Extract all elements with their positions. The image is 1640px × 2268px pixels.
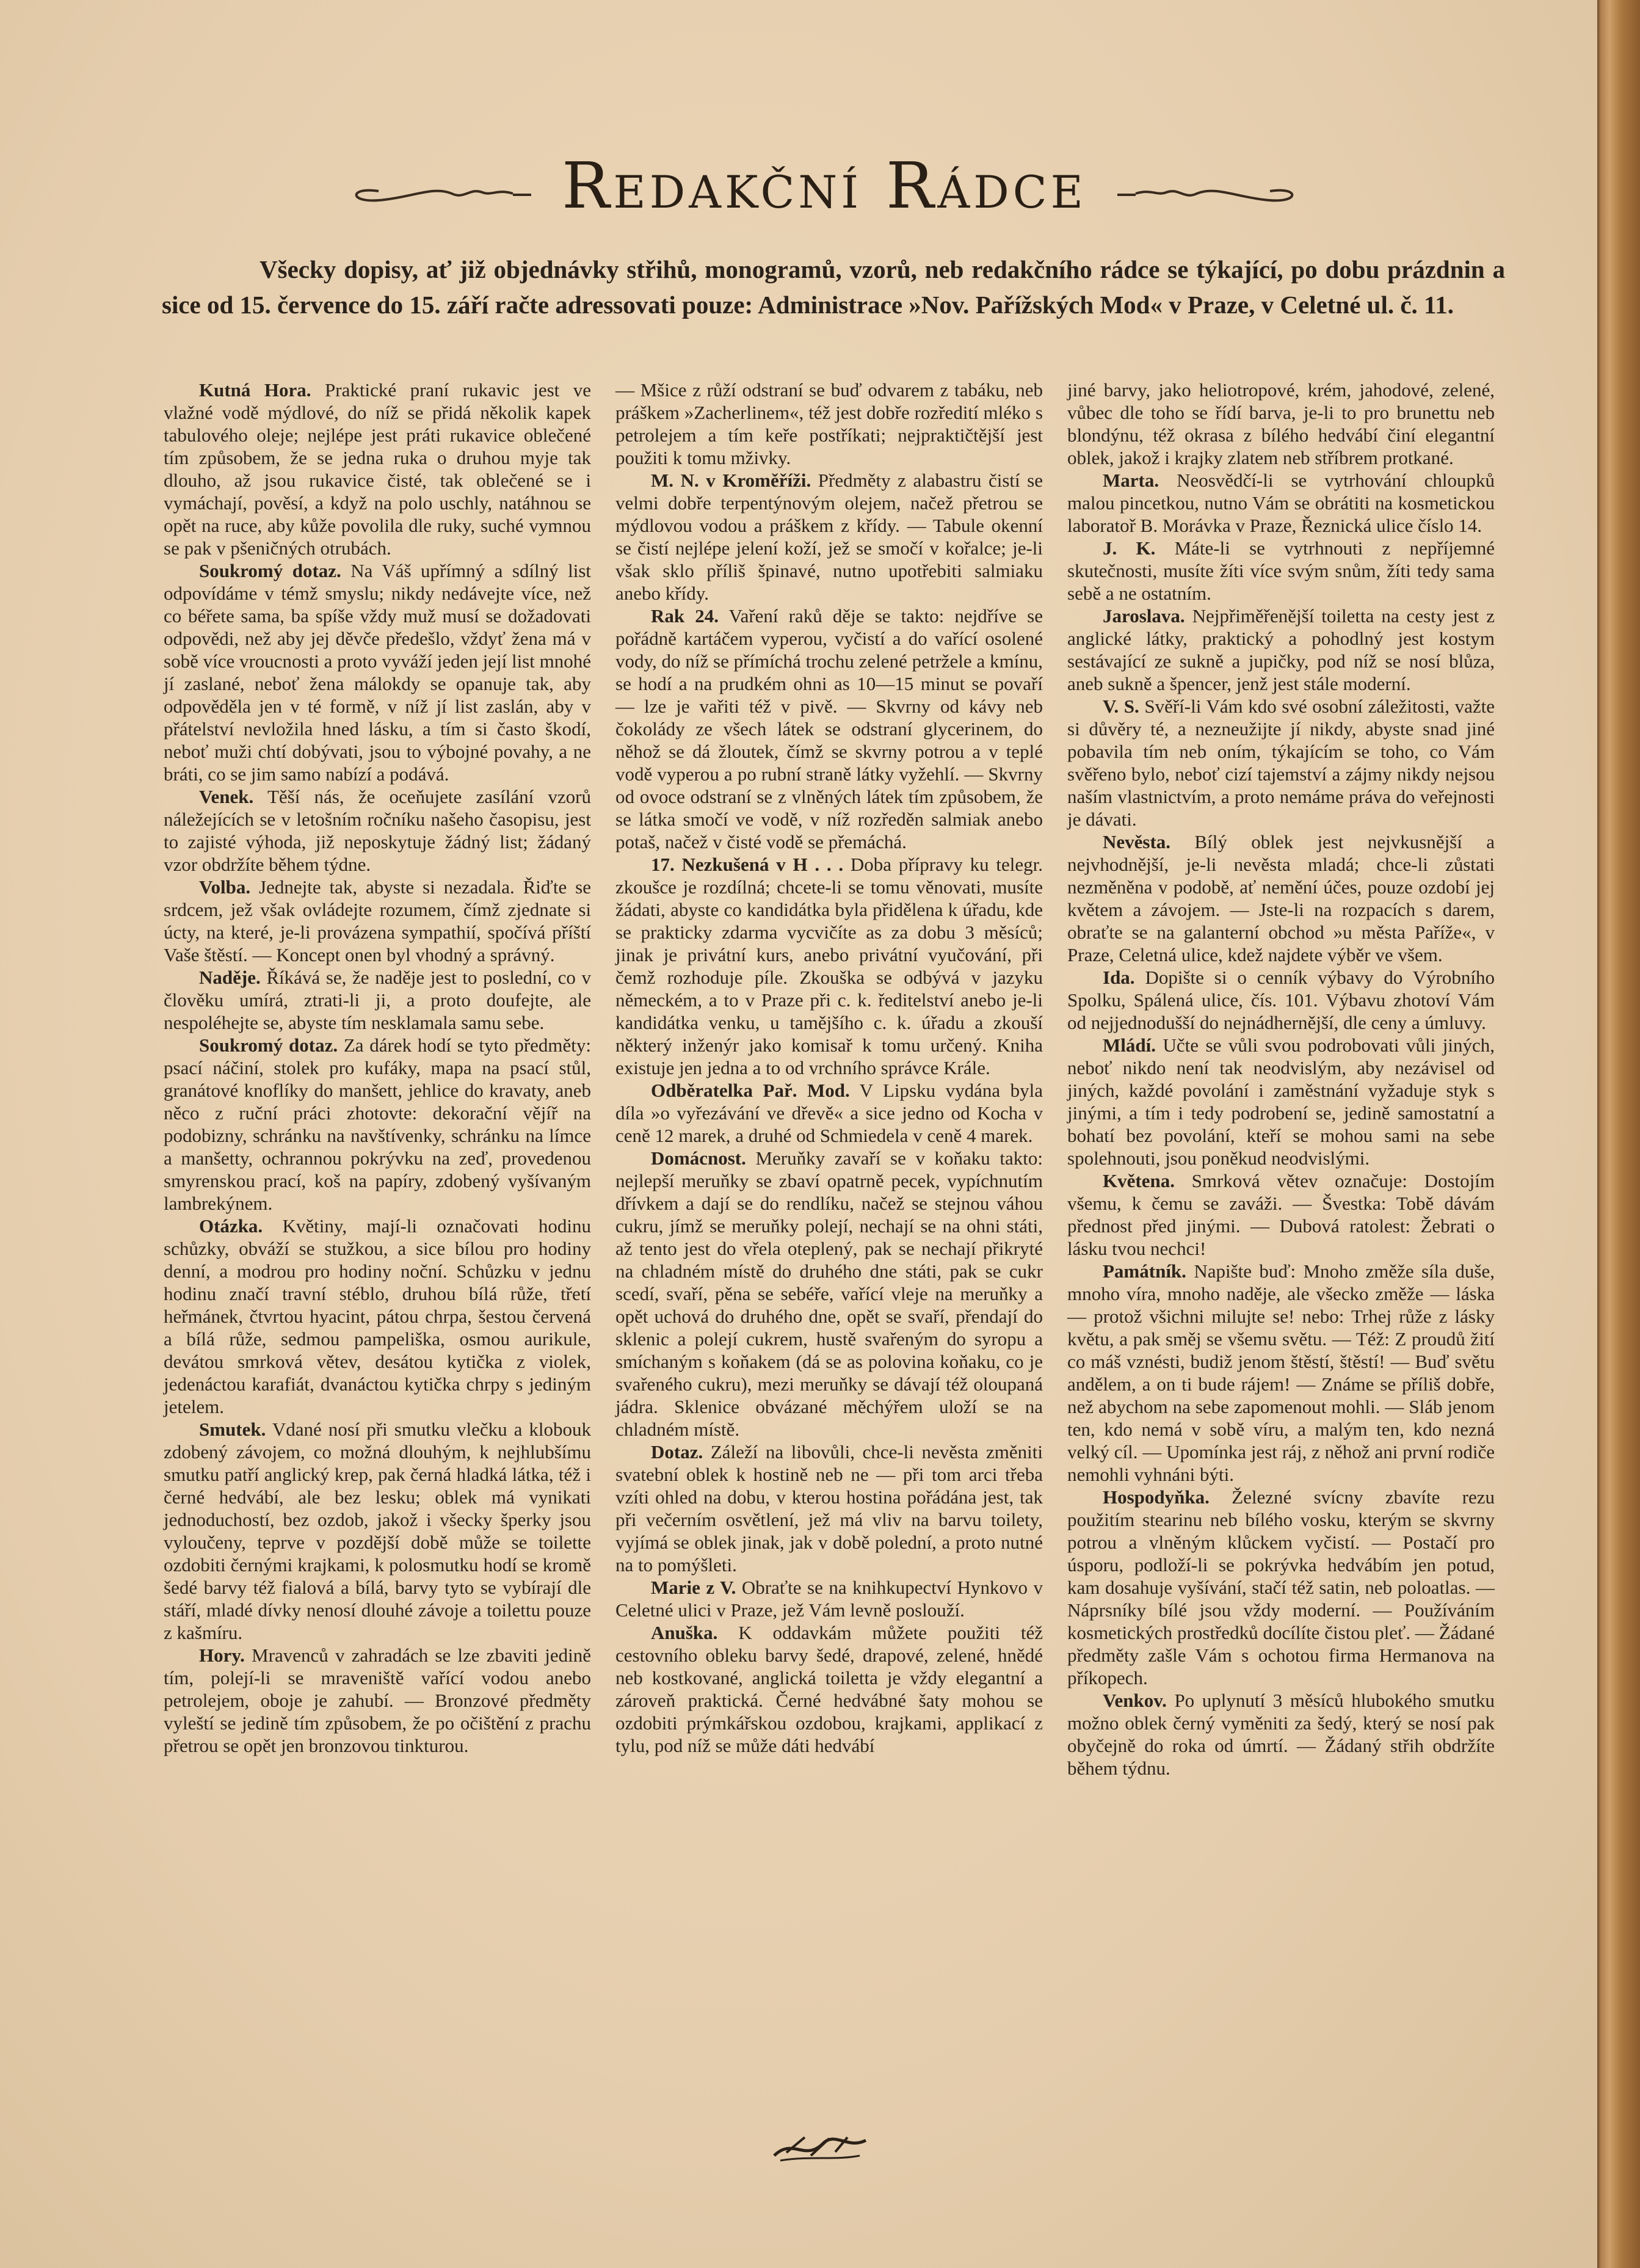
letter-addressee: 17. Nezkušená v H . . . (651, 854, 844, 875)
letter-addressee: Mládí. (1103, 1034, 1156, 1056)
letter-entry (1067, 379, 1495, 469)
letter-text: Bílý oblek jest nejvkusnější a nejvhodnější, je-li nevěsta mladá; chce-li zůstati nezměněna v podobě, ať nemění účes, pouze ozdobí jej květem a závojem. — Jste-li na rozpacích s darem, obraťte se na galanterní obchod »u města Paříže«, v Praze, Celetná ulice, kdež najdete výběr ve všem. (1067, 831, 1495, 965)
letter-text: Květiny, mají-li označovati hodinu schůzky, obváží se stužkou, a sice bílou pro hodiny denní, a modrou pro hodiny noční. Schůzku v jednu hodinu značí travní stéblo, druhou bílá růže, třetí heřmánek, čtvrtou hyacint, pátou chrpa, šestou červená a bílá růže, sedmou pampeliška, osmou aurikule, devátou smrková větev, desátou kytička z violek, jedenáctou karafiát, dvanáctou kytička chrpy s jediným jetelem. (164, 1215, 591, 1417)
letter-addressee: V. S. (1103, 696, 1139, 717)
letter-text: Praktické praní rukavic jest ve vlažné vodě mýdlové, do níž se přidá několik kapek tabulového oleje; nejlépe jest práti rukavice oblečené tím způsobem, že se jedna ruka o druhou myje tak dlouho, až jsou rukavice čisté, tak oblečené se i vymáchají, pověsí, a když na polo uschly, natáhnou se opět na ruce, aby kůže povolila dle ruky, suché vymnou se pak v pšeničných otrubách. (164, 379, 592, 559)
letter-addressee: Domácnost. (651, 1147, 746, 1169)
letter-addressee: Marie z V. (651, 1577, 736, 1598)
letter-text: Obraťte se na knihkupectví Hynkovo v Celetné ulici v Praze, jež Vám levně poslouží. (615, 1577, 1043, 1621)
letter-text: Předměty z alabastru čistí se velmi dobře terpentýnovým olejem, načež přetrou se mýdlovou vodou a práškem z křídy. — Tabule okenní se čistí nejlépe jelení koží, jež se smočí v kořalce; je-li však sklo příliš špinavé, nutno upotřebiti salmiaku anebo křídy. (615, 470, 1043, 604)
letter-addressee: Venek. (199, 786, 254, 807)
letter-entry (1067, 1486, 1495, 1689)
letter-text: K oddavkám můžete použiti též cestovního obleku barvy šedé, drapové, zelené, hnědé neb kostkované, anglická toiletta je vždy elegantní a zároveň praktická. Černé hedvábné šaty mohou se ozdobiti prýmkářskou ozdobou, krajkami, applikací z tylu, pod níž se může dáti hedvábí (615, 1622, 1043, 1756)
letter-entry (615, 1621, 1043, 1757)
letter-entry (164, 785, 591, 876)
letter-addressee: Kutná Hora. (199, 379, 311, 401)
text-column-2 (615, 379, 1043, 1757)
letter-entry (1067, 1260, 1495, 1486)
letter-text: Nejpřiměřenější toiletta na cesty jest z anglické látky, praktický a pohodlný jest kostym sestávající ze sukně a jupičky, pod níž se nosí blůza, aneb sukně a špencer, jenž jest stále moderní. (1067, 605, 1495, 694)
letter-entry (164, 559, 591, 785)
letter-addressee: Památník. (1103, 1260, 1186, 1282)
letter-entry (615, 469, 1043, 605)
letter-addressee: Odběratelka Pař. Mod. (651, 1080, 850, 1101)
text-column-1 (164, 379, 591, 1757)
letter-entry (1067, 695, 1495, 831)
letter-text: Těší nás, že oceňujete zasílání vzorů náležejících se v letošním ročníku našeho časopisu, jest to zajisté výhoda, již neposkytuje žádný list; žádaný vzor obdržíte během týdne. (164, 786, 591, 875)
letter-text: Mravenců v zahradách se lze zbaviti jedině tím, polejí-li se mraveniště vařící vodou anebo petrolejem, oboje je zahubí. — Bronzové předměty vyleští se jedině tím způsobem, že po očištění z prachu přetrou se opět jen bronzovou tinkturou. (164, 1645, 592, 1756)
letter-entry (1067, 966, 1495, 1034)
letter-text: Smrková větev označuje: Dostojím všemu, k čemu se zaváži. — Švestka: Tobě dávám přednost před jinými. — Dubová ratolest: Žebrati o lásku tvou nechci! (1067, 1170, 1495, 1259)
letter-entry (615, 1441, 1043, 1576)
letter-text: V Lipsku vydána byla díla »o vyřezávání ve dřevě« a sice jedno od Kocha v ceně 12 marek, a druhé od Schmiedela v ceně 4 marek. (615, 1080, 1043, 1146)
letter-text: Říkává se, že naděje jest to poslední, co v člověku umírá, ztrati-li ji, a proto doufejte, ale nespoléhejte se, abyste tím nesklamala samu sebe. (164, 967, 591, 1033)
letter-entry (1067, 1034, 1495, 1169)
letter-addressee: Nevěsta. (1103, 831, 1171, 852)
letter-entry (164, 379, 591, 559)
letter-text: jiné barvy, jako heliotropové, krém, jahodové, zelené, vůbec dle toho se řídí barva, je-li to pro brunettu neb blondýnu, též okrasa z bílého hedvábí činí elegantní oblek, jakož i krajky zlatem neb stříbrem protkané. (1067, 379, 1495, 468)
letter-addressee: Smutek. (199, 1419, 266, 1440)
letter-addressee: Anuška. (651, 1622, 718, 1643)
letter-text: Svěří-li Vám kdo své osobní záležitosti, važte si důvěry té, a nezneužijte jí nikdy, abyste snad jiné pobavila tím neb oním, týkajícím se toho, co Vám svěřeno bylo, neboť cizí tajemství a zájmy nikdy nejsou naším vlastnictvím, a proto nemáme práva do veřejnosti je dávati. (1067, 696, 1495, 830)
letter-addressee: Rak 24. (651, 605, 719, 627)
letter-entry (615, 1147, 1043, 1441)
title-header (330, 144, 1319, 229)
letter-addressee: Volba. (199, 876, 251, 898)
letter-entry (164, 1644, 591, 1757)
letter-entry (164, 876, 591, 966)
letter-text: Dopište si o cenník výbavy do Výrobního Spolku, Spálená ulice, čís. 101. Výbavu zhotoví Vám od nejjednodušší do nejnádhernější, dle ceny a úmluvy. (1067, 967, 1495, 1033)
editorial-notice: Všecky dopisy, ať již objednávky střihů, monogramů, vzorů, neb redakčního rádce se týkající, po dobu prázdnin a sice od 15. července do 15. září račte adressovati pouze: Administrace »Nov. Pařížských Mod« v Praze, v Celetné ul. č. 11. (162, 255, 1505, 319)
letter-entry (1067, 605, 1495, 695)
letter-addressee: Dotaz. (651, 1441, 703, 1463)
letter-entry (615, 1576, 1043, 1621)
letter-entry (164, 1034, 591, 1215)
letter-text: Učte se vůli svou podrobovati vůli jiných, neboť nikdo není tak neodvislým, aby nezávisel od jiných, každé povolání i zaměstnání vyžaduje styk s jinými, a tím i tedy podrobení se, jedině samostatní a bohatí bez povolání, kteří se mohou sami na sebe spolehnouti, jsou poněkud neodvislými. (1067, 1034, 1495, 1169)
letter-text: Záleží na libovůli, chce-li nevěsta změniti svatební oblek k hostině neb ne — při tom arci třeba vzíti ohled na dobu, v kterou hostina pořádána jest, tak při večerním osvětlení, jež má vliv na barvu toilety, vyjímá se oblek jinak, jak v době polední, a proto nutné na to pomýšleti. (615, 1441, 1043, 1576)
letter-text: Máte-li se vytrhnouti z nepříjemné skutečnosti, musíte žíti více svým snům, žíti tedy sama sebě a ne ostatním. (1067, 537, 1495, 604)
letter-text: Železné svícny zbavíte rezu použitím stearinu neb bílého vosku, kterým se skvrny potrou a vlněným klůckem vyčistí. — Postačí pro úsporu, podloží-li se pokrývka hedvábím jen potud, kam dosahuje vyšívání, stačí též satin, neb poloatlas. — Náprsníky bílé jsou vždy moderní. — Používáním kosmetických prostředků docílíte čistou pleť. — Žádané předměty zašle Vám s ochotou firma Hermanova na příkopech. (1067, 1486, 1495, 1688)
page-title: Redakční Rádce (562, 148, 1087, 223)
letter-addressee: Ida. (1103, 967, 1135, 988)
letter-entry (615, 1079, 1043, 1147)
letter-addressee: Hory. (199, 1645, 245, 1666)
letter-entry (164, 1215, 591, 1418)
letter-entry (1067, 1689, 1495, 1779)
letter-addressee: Naděje. (199, 967, 261, 988)
letter-entry (1067, 831, 1495, 966)
letter-text: — Mšice z růží odstraní se buď odvarem z tabáku, neb práškem »Zacherlinem«, též jest dobře rozředití mléko s petrolejem a tím keře postříkati; nejpraktičtější jest použiti k tomu mživky. (615, 379, 1043, 468)
letter-text: Za dárek hodí se tyto předměty: psací náčiní, stolek pro kufáky, mapa na psací stůl, granátové knoflíky do manšett, jehlice do kravaty, aneb něco z ruční práci zhotovte: dekorační vějíř na podobizny, schránku na navštívenky, schránku na límce a manšetty, ochrannou pokrývku na zeď, provedenou smyrenskou prací, koš na papíry, zdobený vyšívaným lambrekýnem. (164, 1034, 591, 1214)
letter-entry (164, 1418, 591, 1644)
letter-addressee: J. K. (1103, 537, 1156, 559)
letter-entry (1067, 1169, 1495, 1260)
letter-entry (615, 853, 1043, 1079)
letter-addressee: Soukromý dotaz. (199, 560, 341, 581)
letter-text: Na Váš upřímný a sdílný list odpovídáme v témž smyslu; nikdy nedávejte více, než co béřete sama, ba spíše vždy muž musí se dožadovati odpovědi, než aby jej děvče předešlo, vždyť žena má v sobě více vroucnosti a proto vyváží jeden její list mnohé jí zaslané, neboť žena málokdy se opanuje tak, aby odpověděla jen v té formě, v níž jí list zaslán, aby v přátelství nevložila hned lásku, a tím si často škodí, neboť muži chtí dobývati, jsou to výbojné povahy, a ne bráti, co se jim samo nabízí a podává. (164, 560, 592, 785)
letter-addressee: Otázka. (199, 1215, 263, 1237)
letter-addressee: Soukromý dotaz. (199, 1034, 338, 1056)
end-ornament (768, 2125, 872, 2168)
letter-addressee: Marta. (1103, 470, 1159, 491)
book-spine-edge (1597, 0, 1640, 2268)
letter-entry (1067, 469, 1495, 537)
letter-entry (1067, 537, 1495, 605)
letter-addressee: Venkov. (1103, 1690, 1167, 1711)
letter-text: Vaření raků děje se takto: nejdříve se pořádně kartáčem vyperou, vyčistí a do vařící osolené vody, do níž se přímíchá trochu zelené petržele a kmínu, se hodí a na prudkém ohni as 10—15 minut se povaří — lze je vařiti též v pivě. — Skvrny od kávy neb čokolády ze všech látek se odstraní glycerinem, do něhož se dá žloutek, čímž se skvrny potrou a v teplé vodě vyperou a po rubní straně látky vyžehlí. — Skvrny od ovoce odstraní se z vlněných látek tím způsobem, že se látka smočí ve vodě, v níž rozředěn salmiak anebo potaš, načež v čisté vodě se přemáchá. (615, 605, 1043, 852)
letter-text: Po uplynutí 3 měsíců hlubokého smutku možno oblek černý vyměniti za šedý, který se nosí pak obyčejně do roka od úmrtí. — Žádaný střih obdržíte během týdnu. (1067, 1690, 1495, 1779)
letter-text: Vdané nosí při smutku vlečku a klobouk zdobený závojem, co možná dlouhým, k nejhlubšímu smutku patří anglický krep, pak černá hladká látka, též i černé hedvábí, ale bez lesku; oblek má vynikati jednoduchostí, bez ozdob, jakož i všecky šperky jsou vyloučeny, teprve v pozdější době může se toilette ozdobiti černými krajkami, k polosmutku hodí se kromě šedé barvy též fialová a bílá, barvy tyto se vybírají dle stáří, mladé dívky nenosí dlouhé závoje a toilettu pouze z kašmíru. (164, 1419, 591, 1643)
letter-entry (164, 966, 591, 1034)
letter-entry (615, 379, 1043, 469)
letter-addressee: Jaroslava. (1103, 605, 1185, 627)
letter-text: Neosvědčí-li se vytrhování chloupků malou pincetkou, nutno Vám se obrátiti na kosmetickou laboratoř B. Morávka v Praze, Řeznická ulice číslo 14. (1067, 470, 1495, 536)
letter-addressee: Hospodyňka. (1103, 1486, 1210, 1508)
letter-addressee: M. N. v Kroměříži. (651, 470, 811, 491)
text-column-3 (1067, 379, 1495, 1779)
letter-text: Napište buď: Mnoho změže síla duše, mnoho víra, mnoho naděje, ale všecko změže — láska — protož všichni milujte se! nebo: Trhej růže z lásky květu, a pak směj se všemu světu. — Též: Z proudů žití co máš vznésti, budiž jenom štěstí, štěstí! — Buď světu andělem, a on ti bude rájem! — Známe se příliš dobře, než abychom na sebe zapomenout mohli. — Sláb jenom ten, kdo nemá v sobě víru, a malým ten, kdo nezná velký cíl. — Upomínka jest ráj, z něhož ani první rodiče nemohli vyhnáni býti. (1067, 1260, 1495, 1485)
letter-addressee: Květena. (1103, 1170, 1175, 1191)
letter-text: Meruňky zavaří se v koňaku takto: nejlepší meruňky se zbaví opatrně pecek, vypíchnutím dřívkem a dají se do rendlíku, načež se stejnou váhou cukru, jímž se meruňky polejí, nechají se na ohni státi, až tento jest do vřela oteplený, pak se nechají přikryté na chladném místě do druhého dne státi, pak se cukr scedí, svaří, pěna se sebéře, vařící vleje na meruňky a opět uchová do druhého dne, opět se svaří, přendají do sklenic a polejí cukrem, hustě svařeným do syropu a smíchaným s koňakem (dá se as polovina koňaku, co je svařeného cukru), mezi meruňky se dávají též oloupaná jádra. Sklenice obvázané měchýřem uloží se na chladném místě. (615, 1147, 1043, 1440)
letter-entry (615, 605, 1043, 853)
letter-text: Jednejte tak, abyste si nezadala. Řiďte se srdcem, jež však ovládejte rozumem, čímž zjednate si úcty, na které, je-li provázena sympathií, spočívá příští Vaše štěstí. — Koncept onen byl vhodný a správný. (164, 876, 592, 965)
letter-text: Doba přípravy ku telegr. zkoušce je rozdílná; chcete-li se tomu věnovati, musíte žádati, abyste co kandidátka byla přidělena k úřadu, kde se prakticky zdarma vycvičíte as za dobu 3 měsíců; jinak je privátní kurs, anebo privátní vyučování, při čemž rozhoduje píle. Zkouška se odbývá v jazyku německém, a to v Praze při c. k. ředitelství anebo je-li kandidátka venku, u tamějšího c. k. úřadu a zkouší některý inženýr jako komisař k tomu určený. Kniha existuje jen jedna a to od vrchního správce Krále. (615, 854, 1043, 1078)
